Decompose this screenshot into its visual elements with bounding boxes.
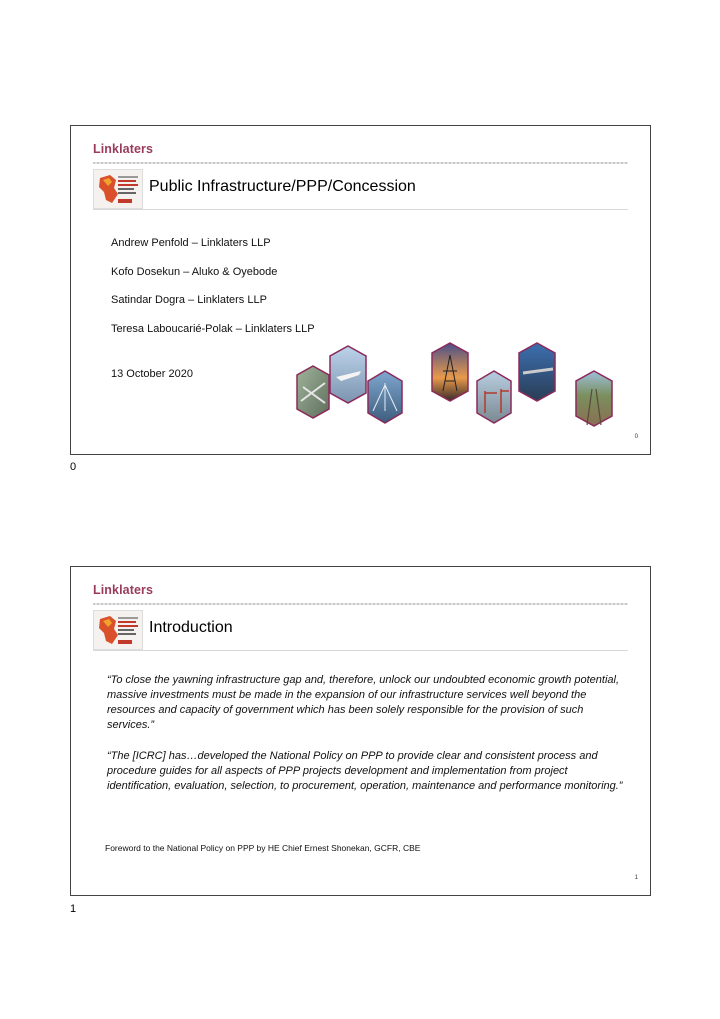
page-number: 1: [634, 875, 638, 881]
page-number: 0: [634, 434, 638, 440]
railway-image: [576, 371, 612, 426]
brand-divider: [93, 603, 628, 605]
title-divider: [93, 650, 628, 651]
slide-2-number-label: 1: [70, 903, 77, 915]
presentation-date: 13 October 2020: [111, 368, 193, 380]
slide-1-number-label: 0: [70, 461, 77, 473]
infrastructure-photo-collage: [281, 341, 646, 431]
event-logo: [93, 610, 143, 650]
quote-1: “To close the yawning infrastructure gap and, therefore, unlock our undoubted economic growth potential, massive investments must be made in the expansion of our infrastructure services well beyond the resources and capacity of government which has been solely responsible for the provision of such services.”: [107, 674, 620, 731]
port-cranes-image: [477, 371, 511, 423]
speaker-4: Teresa Laboucarié-Polak – Linklaters LLP: [111, 323, 315, 335]
brand-divider: [93, 162, 628, 164]
slide-title: Introduction: [149, 619, 233, 636]
speaker-2: Kofo Dosekun – Aluko & Oyebode: [111, 266, 278, 278]
brand-logo-text: Linklaters: [93, 142, 154, 156]
event-logo: [93, 169, 143, 209]
title-divider: [93, 209, 628, 210]
quote-2: “The [ICRC] has…developed the National Policy on PPP to provide clear and consistent process and procedure guides for all aspects of PPP projects development and implementation from project identification, evaluation, selection, to procurement, operation, maintenance and performance monitoring.”: [107, 750, 623, 792]
slide-title: Public Infrastructure/PPP/Concession: [149, 178, 416, 195]
slide-2: [70, 566, 651, 896]
brand-logo-text: Linklaters: [93, 583, 154, 597]
foreword-attribution: Foreword to the National Policy on PPP by HE Chief Ernest Shonekan, GCFR, CBE: [105, 843, 421, 853]
speaker-3: Satindar Dogra – Linklaters LLP: [111, 294, 267, 306]
speaker-1: Andrew Penfold – Linklaters LLP: [111, 237, 271, 249]
power-pylon-image: [432, 343, 468, 401]
slide-1: [70, 125, 651, 455]
